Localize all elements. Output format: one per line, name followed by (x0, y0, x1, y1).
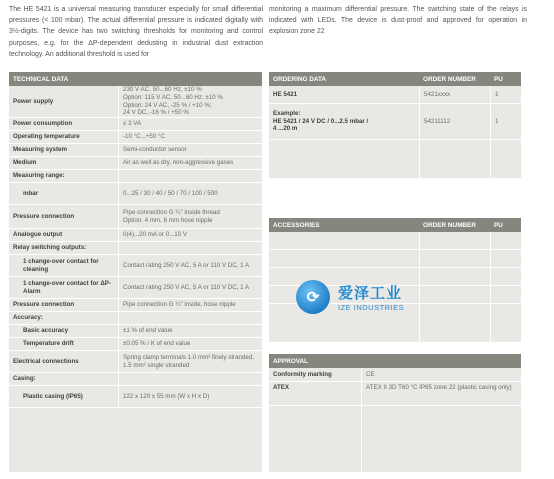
spec-value: Contact rating 250 V AC, 5 A or 110 V DC, 1 A (118, 255, 262, 276)
accessories-header-label: ACCESSORIES (273, 221, 320, 229)
approval-label: Conformity marking (273, 370, 332, 378)
spec-label: Analogue output (13, 231, 63, 239)
spec-value (118, 373, 262, 385)
spec-value: ±0.05 % / K of end value (118, 338, 262, 350)
spec-label: Temperature drift (23, 340, 74, 348)
logo-chinese-text: 爱泽工业 (338, 285, 403, 302)
table-row (9, 183, 262, 205)
spec-value: Spring clamp terminals 1.0 mm² finely stranded, 1.5 mm² single stranded (118, 351, 262, 372)
spec-label: Relay switching outputs: (13, 244, 87, 252)
table-row (9, 312, 262, 325)
accessories-header (269, 218, 521, 232)
spec-value: Contact rating 250 V AC, 5 A or 110 V DC, 1 A (118, 277, 262, 298)
spec-value: Pipe connection G ¼" inside, hose nipple (118, 299, 262, 311)
spec-label: Pressure connection (13, 212, 75, 220)
spec-label: Power consumption (13, 120, 73, 128)
spec-label: Basic accuracy (23, 327, 69, 335)
table-row (9, 144, 262, 157)
spec-value (118, 170, 262, 182)
table-row-empty (269, 232, 521, 250)
ordering-number: 5421xxxx (419, 86, 490, 103)
spec-label: Plastic casing (IP65) (23, 392, 83, 400)
intro-left-text: The HE 5421 is a universal measuring transducer especially for small differential pressures (< 100 mbar). The actual differential pressure is indicated digitally with 3½-digits. The device has two switching thresholds for monitoring and control purposes, e.g. for the ΔP-dependent dedusting in industrial dust extraction technology. An additional threshold is used for (9, 6, 263, 58)
spec-label: Pressure connection (13, 301, 75, 309)
table-row (269, 86, 521, 104)
spec-label: Accuracy: (13, 314, 43, 322)
spec-value (118, 242, 262, 254)
intro-right-text: monitoring a maximum differential pressure. The switching state of the relays is indicated with LEDs. The device is dust-proof and approved for operation in explosion zone 22 (269, 6, 527, 36)
table-row (9, 205, 262, 229)
ordering-pu: 1 (490, 104, 521, 139)
spec-label: 1 change-over contact for ΔP-Alarm (23, 279, 111, 295)
ordering-data-header-label: ORDERING DATA (273, 75, 327, 83)
ize-logo-icon: ⟳ (296, 280, 330, 314)
table-row (9, 242, 262, 255)
table-row (9, 131, 262, 144)
spec-label: Electrical connections (13, 357, 79, 365)
spec-value: 230 V AC, 50...60 Hz, ±10 % Option: 115 V AC, 50...60 Hz, ±10 % Option: 24 V AC, -25 % / +10 %; 24 V DC, -16 % / +50 % (118, 86, 262, 117)
technical-data-table (9, 72, 262, 472)
ordering-pu-header-label: PU (494, 75, 503, 83)
table-row (269, 368, 521, 382)
table-row (9, 255, 262, 277)
spec-label: Measuring system (13, 146, 67, 154)
spec-value: 122 x 120 x 55 mm (W x H x D) (118, 386, 262, 407)
table-row (9, 386, 262, 408)
table-row (269, 382, 521, 406)
approval-header: APPROVAL (269, 354, 521, 368)
table-row (9, 157, 262, 170)
table-row (9, 299, 262, 312)
approval-value: ATEX II 3D T60 °C IP65 zone 22 (plastic casing only) (361, 382, 521, 405)
spec-value: ±1 % of end value (118, 325, 262, 337)
accessories-pu-header-label: PU (494, 221, 503, 229)
spec-label: 1 change-over contact for cleaning (23, 257, 99, 273)
spec-value: -10 °C...+50 °C (118, 131, 262, 143)
ordering-number: 54211112 (419, 104, 490, 139)
approval-table (269, 354, 521, 472)
ordering-item: HE 5421 (273, 90, 298, 98)
logo-english-text: IZE INDUSTRIES (338, 303, 405, 312)
table-row (269, 104, 521, 140)
spec-value: 0...25 / 30 / 40 / 50 / 70 / 100 / 500 (118, 183, 262, 204)
table-row-empty (269, 140, 521, 178)
table-row (9, 118, 262, 131)
accessories-number-header-label: ORDER NUMBER (423, 221, 476, 229)
spec-value: Semi-conductor sensor (118, 144, 262, 156)
table-row-empty (269, 406, 521, 472)
approval-value: CE (361, 368, 521, 381)
ordering-number-header-label: ORDER NUMBER (423, 75, 476, 83)
table-row (9, 338, 262, 351)
table-row (9, 86, 262, 118)
intro-right-column (269, 4, 527, 38)
ordering-data-header (269, 72, 521, 86)
spec-label: Power supply (13, 97, 54, 105)
spec-value: ≤ 3 VA (118, 118, 262, 130)
ordering-item: Example: HE 5421 / 24 V DC / 0...2.5 mbar / 4 ...20 m (273, 109, 369, 133)
table-row (9, 277, 262, 299)
spec-value: 0(4)...20 mA or 0...10 V (118, 229, 262, 241)
table-row (9, 373, 262, 386)
spec-label: Measuring range: (13, 172, 65, 180)
table-row (9, 325, 262, 338)
technical-data-header: TECHNICAL DATA (9, 72, 262, 86)
approval-label: ATEX (273, 384, 290, 391)
table-row-empty (269, 250, 521, 268)
spec-label: Casing: (13, 375, 36, 383)
spec-label: mbar (23, 189, 39, 197)
spec-value (118, 312, 262, 324)
spec-label: Medium (13, 159, 37, 167)
spec-label: Operating temperature (13, 133, 80, 141)
table-row (9, 170, 262, 183)
intro-left-column (9, 4, 263, 60)
table-row (9, 229, 262, 242)
ordering-pu: 1 (490, 86, 521, 103)
ize-logo (296, 280, 404, 314)
spec-value: Pipe connection G ¼" inside thread Option: 4 mm, 6 mm hose nipple (118, 205, 262, 228)
ordering-data-table (269, 72, 521, 178)
spec-value: Air as well as dry, non-aggressive gases (118, 157, 262, 169)
table-row (9, 351, 262, 373)
